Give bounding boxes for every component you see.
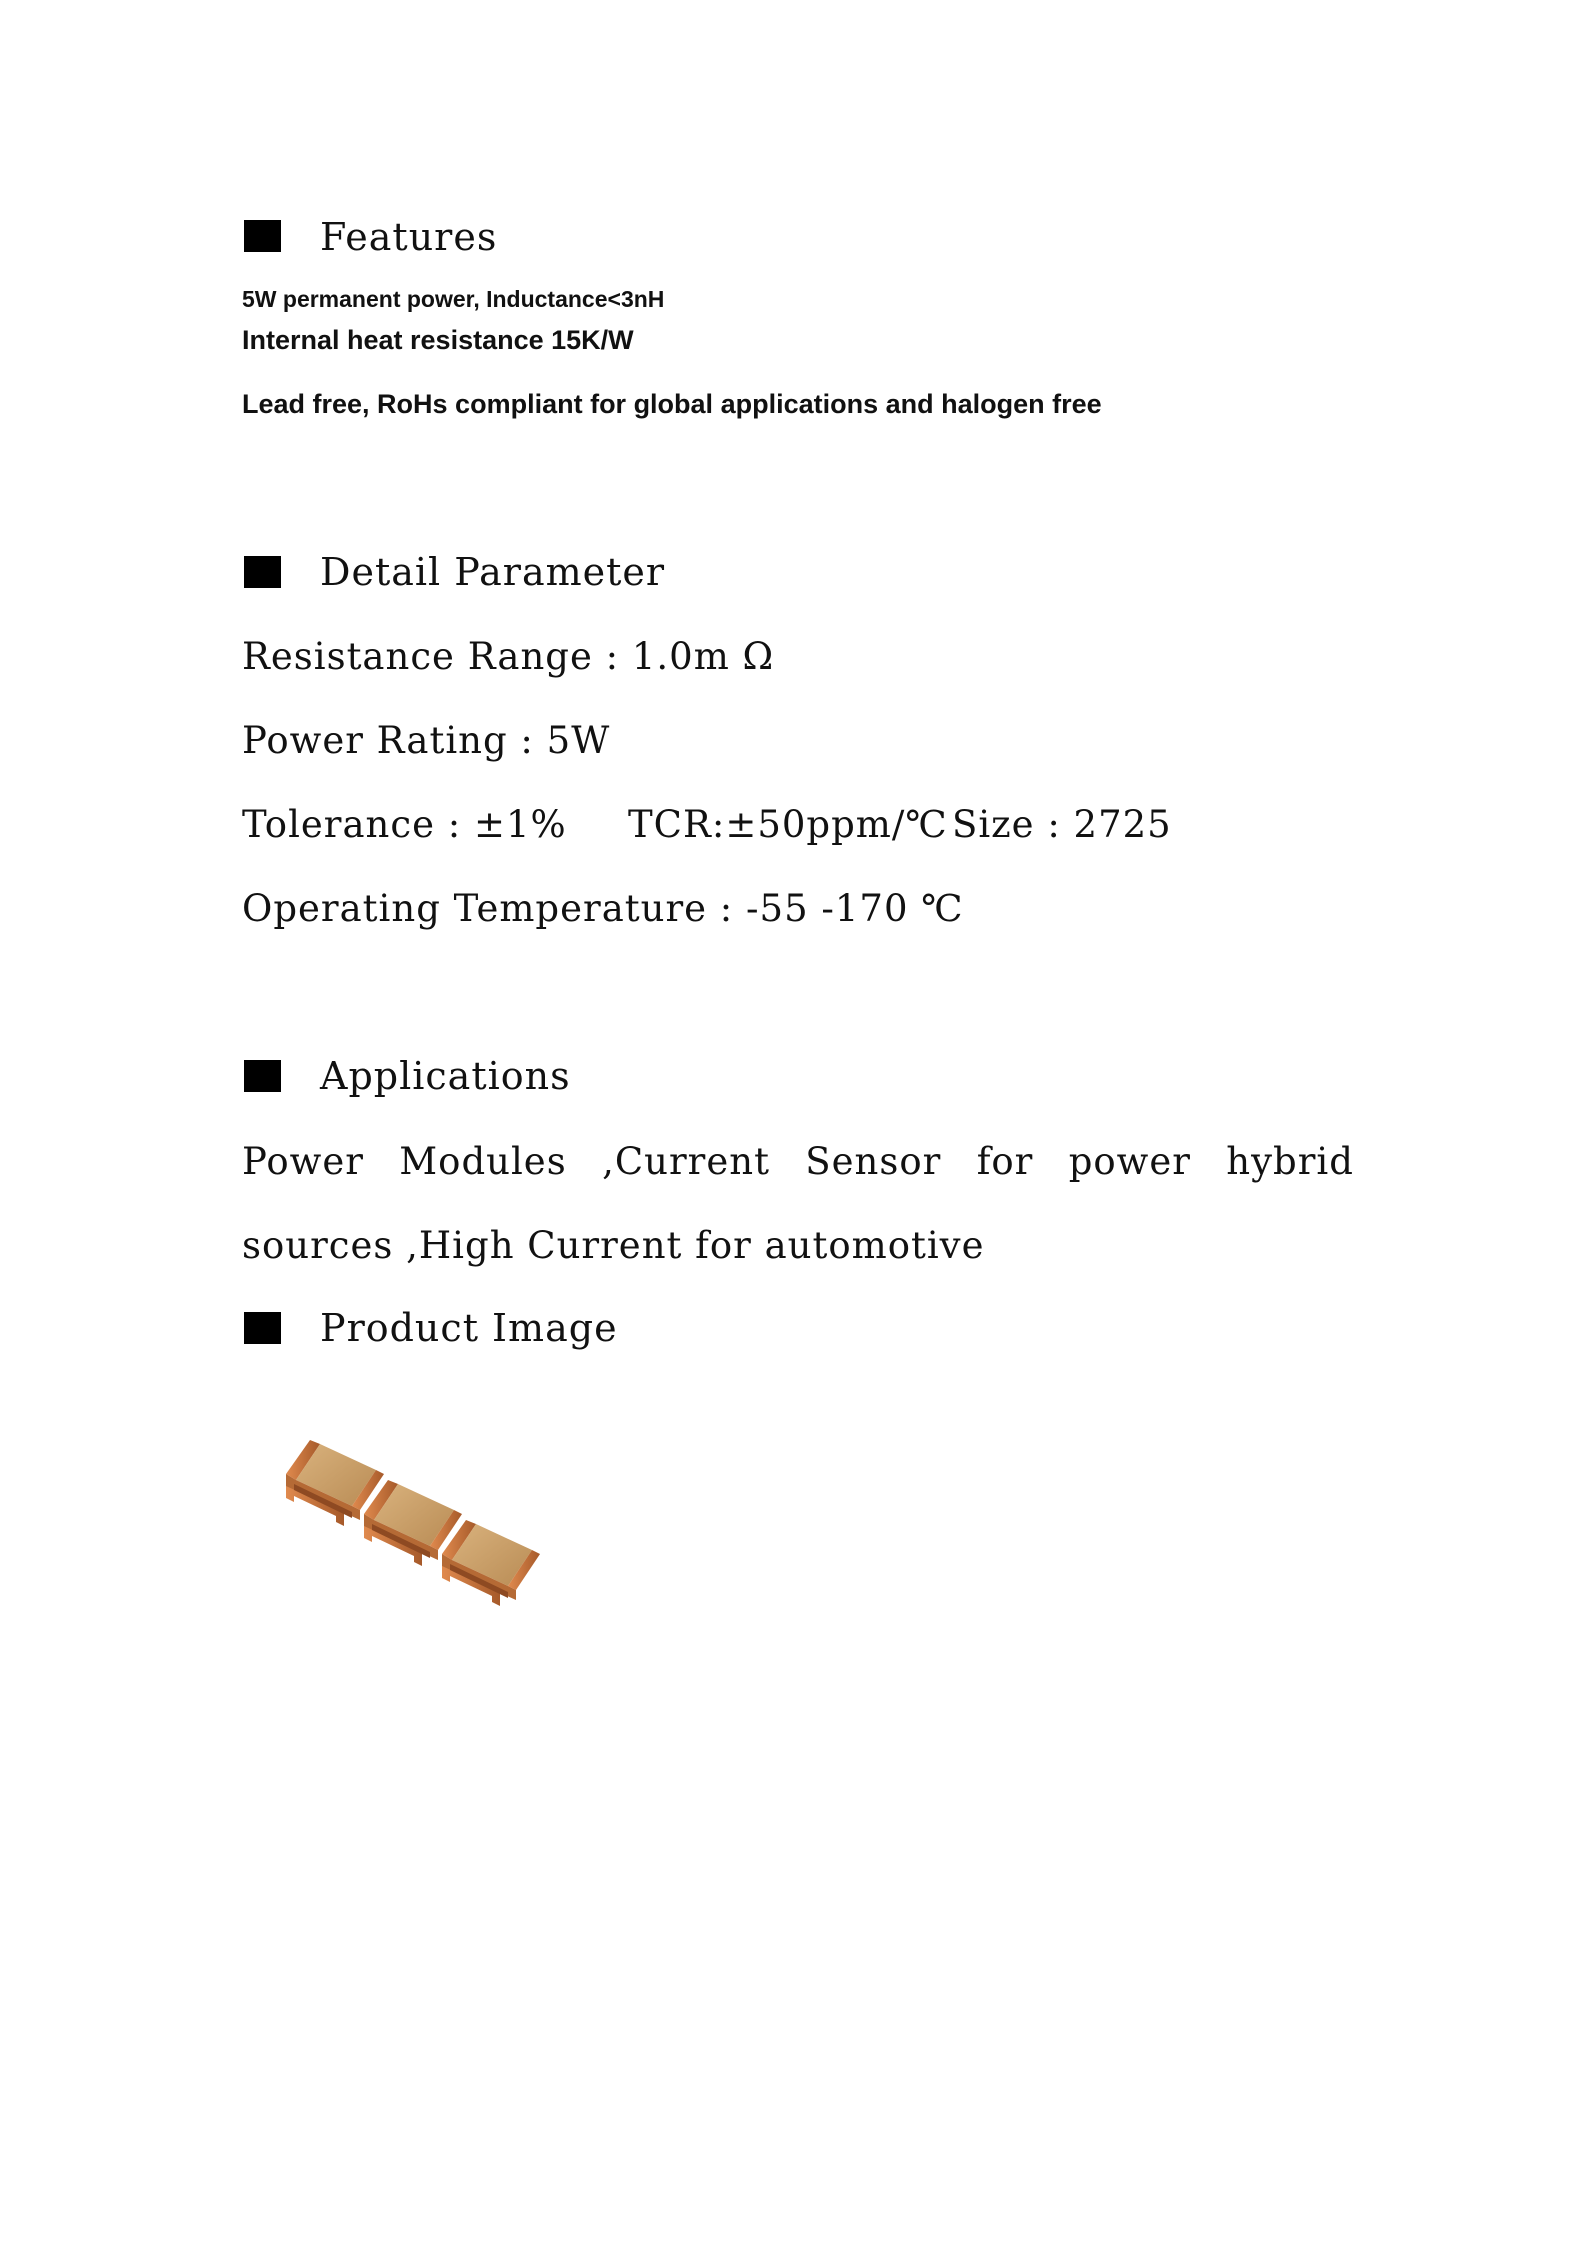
applications-line-1 bbox=[242, 1140, 1354, 1183]
power-rating: Power Rating : 5W bbox=[242, 719, 611, 762]
resistor-product-image bbox=[280, 1440, 560, 1640]
resistance-range: Resistance Range : 1.0m Ω bbox=[242, 635, 775, 678]
resistor-3 bbox=[442, 1520, 540, 1606]
feature-line-3: Lead free, RoHs compliant for global applications and halogen free bbox=[242, 389, 1102, 419]
bullet-square-icon bbox=[244, 220, 281, 252]
app-word: for bbox=[976, 1140, 1034, 1183]
bullet-square-icon bbox=[244, 1312, 281, 1344]
app-word: Modules bbox=[399, 1140, 567, 1183]
size: Size : 2725 bbox=[952, 803, 1172, 846]
features-heading: Features bbox=[320, 215, 498, 259]
tcr: TCR:±50ppm/℃ bbox=[628, 803, 948, 846]
bullet-square-icon bbox=[244, 556, 281, 588]
app-word: ,Current bbox=[602, 1140, 770, 1183]
app-word: power bbox=[1068, 1140, 1191, 1183]
operating-temperature: Operating Temperature : -55 -170 ℃ bbox=[242, 887, 964, 930]
app-word: Sensor bbox=[805, 1140, 942, 1183]
app-word: Power bbox=[242, 1140, 364, 1183]
bullet-square-icon bbox=[244, 1060, 281, 1092]
feature-line-1: 5W permanent power, Inductance<3nH bbox=[242, 286, 665, 312]
product-image-heading: Product Image bbox=[320, 1306, 618, 1350]
tolerance: Tolerance : ±1% bbox=[242, 803, 567, 846]
feature-line-2: Internal heat resistance 15K/W bbox=[242, 325, 634, 355]
detail-parameter-heading: Detail Parameter bbox=[320, 550, 666, 594]
applications-heading: Applications bbox=[320, 1054, 571, 1098]
app-word: hybrid bbox=[1226, 1140, 1354, 1183]
applications-line-2: sources ,High Current for automotive bbox=[242, 1224, 985, 1267]
